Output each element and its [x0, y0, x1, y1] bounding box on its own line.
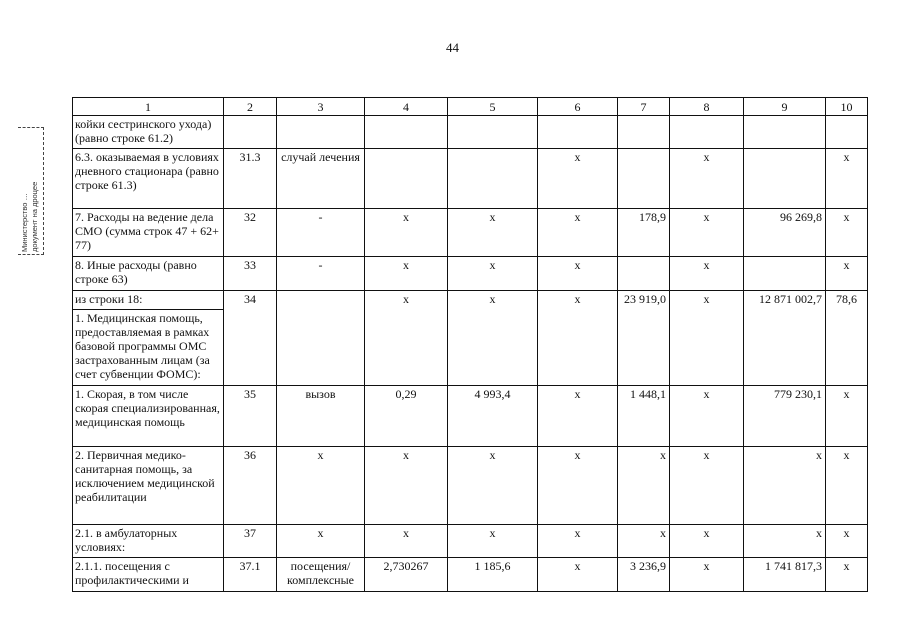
- table-cell: x: [670, 209, 744, 257]
- table-cell: -: [277, 257, 365, 291]
- row-label: из строки 18:: [73, 291, 224, 310]
- table-cell: 4 993,4: [448, 386, 538, 447]
- table-cell: 31.3: [224, 149, 277, 209]
- table-cell: x: [670, 447, 744, 525]
- table-cell: x: [826, 149, 868, 209]
- table-cell: [448, 149, 538, 209]
- table-cell: x: [538, 291, 618, 386]
- row-label: 2. Первичная медико-санитарная помощь, за исключением медицинской реабилитации: [73, 447, 224, 525]
- table-cell: x: [744, 525, 826, 558]
- table-cell: 0,29: [365, 386, 448, 447]
- table-cell: -: [277, 209, 365, 257]
- header-row: [73, 98, 868, 116]
- table-cell: [826, 116, 868, 149]
- table-row: [73, 257, 868, 291]
- table-cell: x: [538, 149, 618, 209]
- table-cell: x: [618, 525, 670, 558]
- table-cell: x: [826, 525, 868, 558]
- table-cell: x: [538, 386, 618, 447]
- table-cell: x: [365, 257, 448, 291]
- table-cell: x: [670, 525, 744, 558]
- table-cell: x: [826, 386, 868, 447]
- header-cell: 5: [448, 98, 538, 116]
- header-cell: 1: [73, 98, 224, 116]
- row-label: 7. Расходы на ведение дела СМО (сумма строк 47 + 62+ 77): [73, 209, 224, 257]
- table-cell: [618, 257, 670, 291]
- table-cell: [365, 116, 448, 149]
- table-cell: x: [538, 447, 618, 525]
- table-cell: 34: [224, 291, 277, 386]
- header-cell: 3: [277, 98, 365, 116]
- table-cell: x: [365, 447, 448, 525]
- table-cell: 78,6: [826, 291, 868, 386]
- table-cell: [277, 291, 365, 386]
- stamp-text: Министерство … документ на дроцее: [20, 181, 39, 252]
- table-cell: x: [448, 525, 538, 558]
- table-cell: 96 269,8: [744, 209, 826, 257]
- row-label: 2.1.1. посещения с профилактическими и: [73, 558, 224, 592]
- page-number: 44: [446, 40, 459, 55]
- table-cell: x: [670, 291, 744, 386]
- table-cell: [744, 257, 826, 291]
- table-cell: x: [448, 291, 538, 386]
- table-cell: x: [826, 257, 868, 291]
- table-row: [73, 447, 868, 525]
- table-cell: x: [365, 291, 448, 386]
- table-row: [73, 386, 868, 447]
- header-cell: 2: [224, 98, 277, 116]
- table-cell: 779 230,1: [744, 386, 826, 447]
- table-cell: x: [538, 525, 618, 558]
- table-cell: 32: [224, 209, 277, 257]
- table-cell: [365, 149, 448, 209]
- table-cell: x: [670, 558, 744, 592]
- side-stamp: [18, 127, 44, 255]
- table-row: [73, 525, 868, 558]
- table-row: [73, 558, 868, 592]
- table-cell: x: [826, 558, 868, 592]
- table-cell: случай лечения: [277, 149, 365, 209]
- table-cell: 37.1: [224, 558, 277, 592]
- table-cell: 1 741 817,3: [744, 558, 826, 592]
- table-cell: [277, 116, 365, 149]
- table-cell: x: [670, 257, 744, 291]
- table-cell: x: [670, 149, 744, 209]
- table-cell: x: [365, 209, 448, 257]
- table-cell: 1 448,1: [618, 386, 670, 447]
- table-cell: x: [448, 209, 538, 257]
- table-cell: [448, 116, 538, 149]
- table-cell: 35: [224, 386, 277, 447]
- table-cell: 2,730267: [365, 558, 448, 592]
- table-cell: x: [826, 447, 868, 525]
- table-cell: [618, 149, 670, 209]
- table-cell: x: [448, 447, 538, 525]
- table-cell: [538, 116, 618, 149]
- table-row: [73, 116, 868, 149]
- table-cell: 37: [224, 525, 277, 558]
- row-label: койки сестринского ухода) (равно строке 61.2): [73, 116, 224, 149]
- table-cell: x: [826, 209, 868, 257]
- header-cell: 4: [365, 98, 448, 116]
- data-table: [72, 97, 868, 592]
- table-cell: x: [538, 209, 618, 257]
- row-label: 2.1. в амбулаторных условиях:: [73, 525, 224, 558]
- table-cell: x: [448, 257, 538, 291]
- table-cell: x: [618, 447, 670, 525]
- header-cell: 10: [826, 98, 868, 116]
- table-cell: 3 236,9: [618, 558, 670, 592]
- header-cell: 8: [670, 98, 744, 116]
- row-label: 1. Медицинская помощь, предоставляемая в рамках базовой программы ОМС застрахованным лицам (за счет субвенции ФОМС):: [73, 310, 224, 386]
- table-cell: [744, 116, 826, 149]
- table-cell: вызов: [277, 386, 365, 447]
- table-cell: 12 871 002,7: [744, 291, 826, 386]
- table-cell: [618, 116, 670, 149]
- table-cell: [224, 116, 277, 149]
- table-row: [73, 291, 868, 310]
- table-row: [73, 149, 868, 209]
- header-cell: 6: [538, 98, 618, 116]
- table-cell: x: [744, 447, 826, 525]
- table-cell: x: [277, 525, 365, 558]
- table-cell: 1 185,6: [448, 558, 538, 592]
- table-cell: x: [670, 386, 744, 447]
- table-cell: 33: [224, 257, 277, 291]
- row-label: 6.3. оказываемая в условиях дневного стационара (равно строке 61.3): [73, 149, 224, 209]
- table-cell: x: [538, 558, 618, 592]
- table-cell: x: [277, 447, 365, 525]
- header-cell: 7: [618, 98, 670, 116]
- header-cell: 9: [744, 98, 826, 116]
- row-label: 8. Иные расходы (равно строке 63): [73, 257, 224, 291]
- row-label: 1. Скорая, в том числе скорая специализированная, медицинская помощь: [73, 386, 224, 447]
- table-cell: посещения/ комплексные: [277, 558, 365, 592]
- table-cell: x: [538, 257, 618, 291]
- table-cell: 23 919,0: [618, 291, 670, 386]
- table-cell: 178,9: [618, 209, 670, 257]
- table-cell: [744, 149, 826, 209]
- table-cell: 36: [224, 447, 277, 525]
- table-row: [73, 209, 868, 257]
- table-cell: [670, 116, 744, 149]
- table-cell: x: [365, 525, 448, 558]
